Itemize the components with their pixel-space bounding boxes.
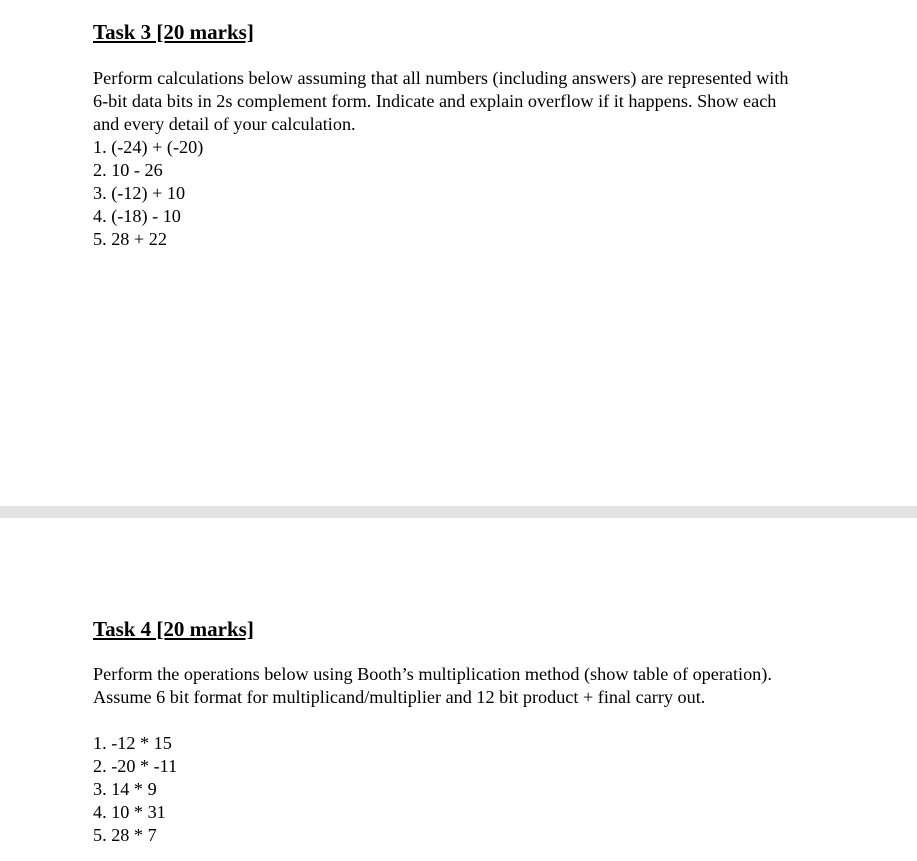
task4-question-list <box>93 732 177 847</box>
task3-title: Task 3 [20 marks] <box>93 20 254 44</box>
task3-question: 5. 28 + 22 <box>93 229 167 249</box>
task4-instruction-line: Assume 6 bit format for multiplicand/multiplier and 12 bit product + final carry out. <box>93 687 706 707</box>
task3-question: 3. (-12) + 10 <box>93 183 186 203</box>
task4-question: 2. -20 * -11 <box>93 756 178 776</box>
task4-question: 3. 14 * 9 <box>93 779 157 799</box>
document-page-2 <box>0 518 917 861</box>
task4-question: 4. 10 * 31 <box>93 802 166 822</box>
task3-instruction-line: 6-bit data bits in 2s complement form. Indicate and explain overflow if it happens. Show each <box>93 91 777 111</box>
task4-title: Task 4 [20 marks] <box>93 617 254 641</box>
task3-question: 4. (-18) - 10 <box>93 206 181 226</box>
task4-instructions <box>93 663 772 709</box>
task3-question: 2. 10 - 26 <box>93 160 163 180</box>
task4-question: 5. 28 * 7 <box>93 825 157 845</box>
task3-question: 1. (-24) + (-20) <box>93 137 204 157</box>
task3-instruction-line: and every detail of your calculation. <box>93 114 356 134</box>
task3-instructions <box>93 67 788 136</box>
task4-instruction-line: Perform the operations below using Booth’s multiplication method (show table of operation). <box>93 664 772 684</box>
task3-instruction-line: Perform calculations below assuming that all numbers (including answers) are represented with <box>93 68 789 88</box>
page-separator <box>0 506 917 518</box>
task4-question: 1. -12 * 15 <box>93 733 172 753</box>
task3-question-list <box>93 136 203 251</box>
